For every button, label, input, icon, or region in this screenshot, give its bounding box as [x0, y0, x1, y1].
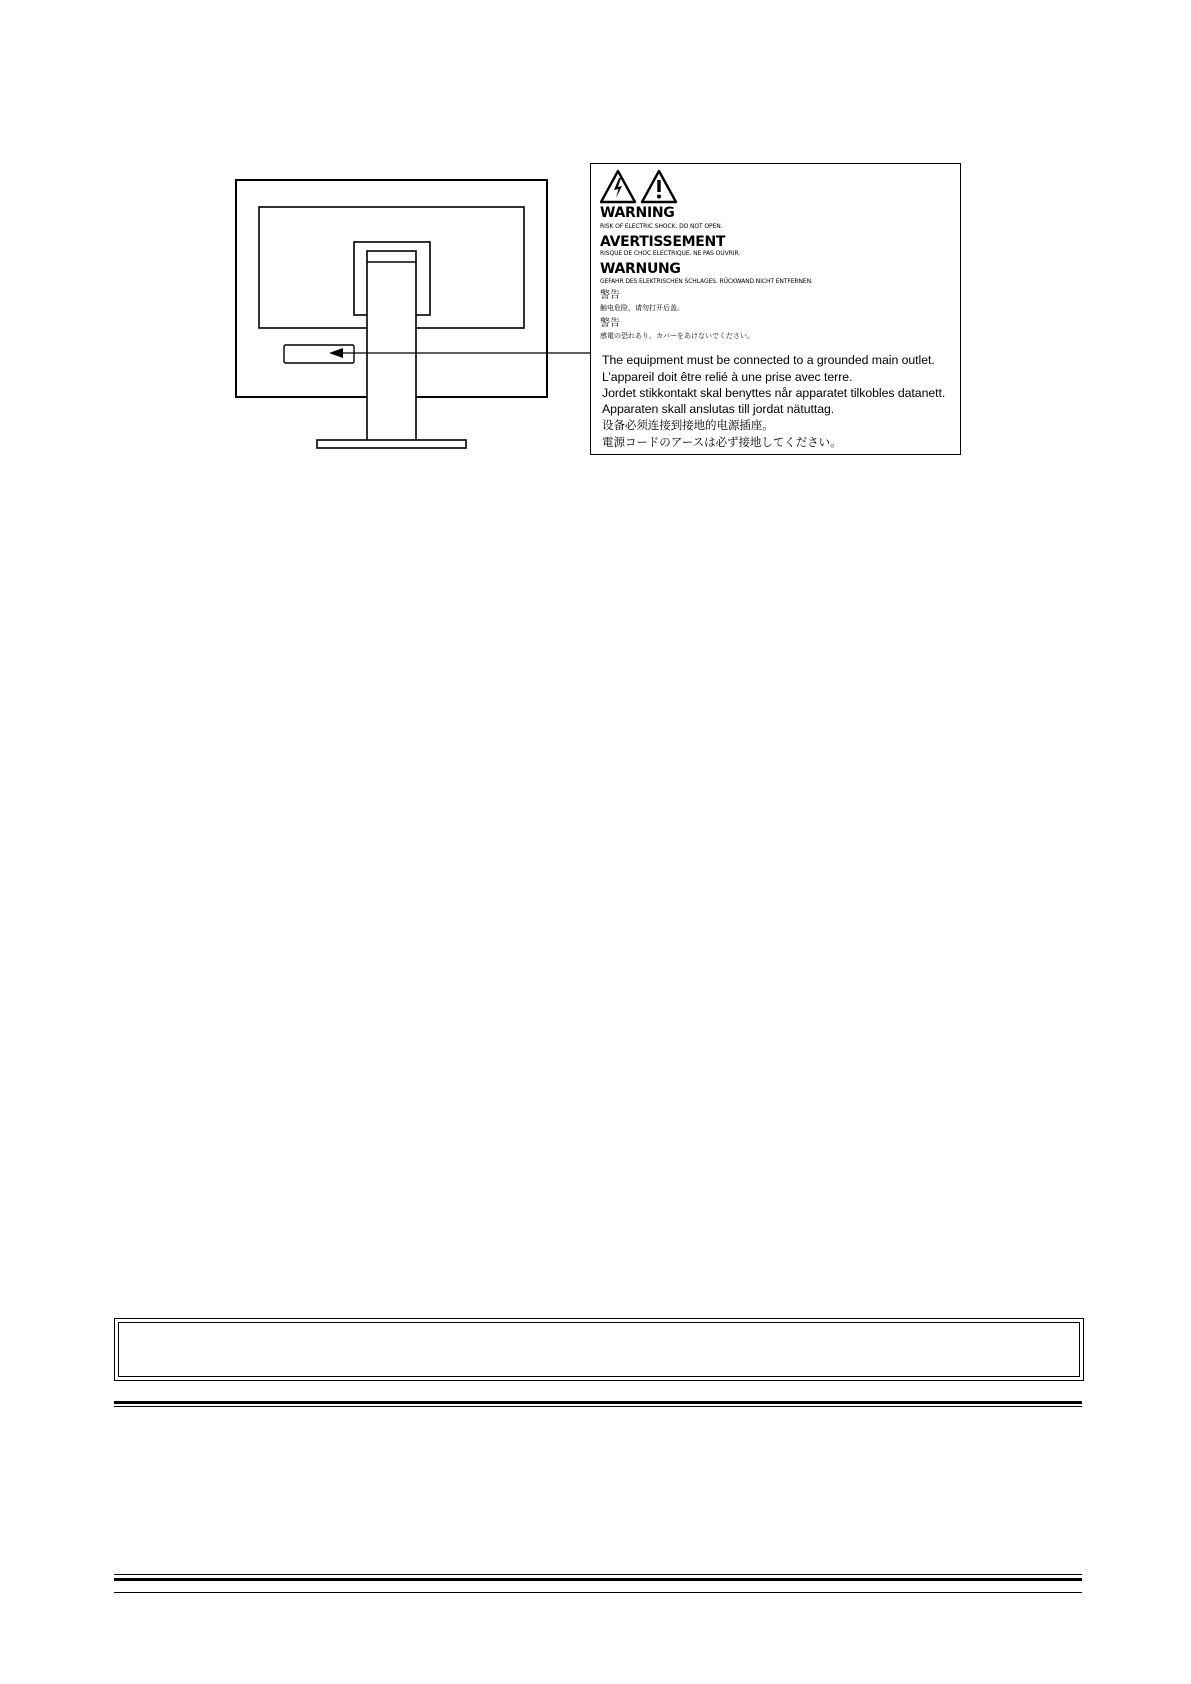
grounding-text-zh: 设备必须连接到接地的电源插座。	[602, 420, 774, 432]
grounding-text-no: Jordet stikkontakt skal benyttes når apparatet tilkobles datanett.	[602, 386, 946, 400]
stand-neck	[367, 251, 416, 441]
grounding-text-sv: Apparaten skall anslutas till jordat nätuttag.	[602, 402, 835, 416]
warning-icons	[600, 168, 680, 208]
label-text-fr: RISQUE DE CHOC ELECTRIQUE. NE PAS OUVRIR.	[600, 250, 740, 257]
section-rule-bottom-thin	[114, 1574, 1082, 1575]
section-rule-bottom	[114, 1578, 1082, 1581]
section-rule-top	[114, 1401, 1082, 1404]
stand-base	[317, 440, 466, 448]
general-warning-icon	[642, 171, 676, 202]
label-text-zh: 触电危险，请勿打开后盖。	[600, 304, 684, 312]
label-heading-ja: 警告	[600, 318, 620, 329]
label-text-ja: 感電の恐れあり。カバーをあけないでください。	[600, 332, 754, 340]
label-heading-en: WARNING	[600, 205, 675, 221]
label-text-en: RISK OF ELECTRIC SHOCK. DO NOT OPEN.	[600, 223, 723, 230]
arrow-head-icon	[329, 348, 343, 358]
note-box	[114, 1318, 1084, 1381]
grounding-text-fr: L’appareil doit être relié à une prise avec terre.	[602, 370, 853, 384]
label-heading-de: WARNUNG	[600, 261, 681, 277]
electric-shock-warning-icon	[601, 171, 635, 202]
section-rule-top-thin	[114, 1406, 1082, 1407]
grounding-text-en: The equipment must be connected to a grounded main outlet.	[602, 353, 935, 367]
footer-rule	[114, 1592, 1082, 1593]
label-location-box	[284, 345, 354, 363]
warning-label	[590, 163, 961, 455]
grounding-text-ja: 電源コードのアースは必ず接地してください。	[602, 437, 842, 449]
label-heading-fr: AVERTISSEMENT	[600, 234, 726, 250]
label-heading-zh: 警告	[600, 290, 620, 301]
label-text-de: GEFAHR DES ELEKTRISCHEN SCHLAGES. RÜCKWAND NICHT ENTFERNEN.	[600, 278, 813, 285]
note-box-inner-border	[118, 1322, 1080, 1377]
